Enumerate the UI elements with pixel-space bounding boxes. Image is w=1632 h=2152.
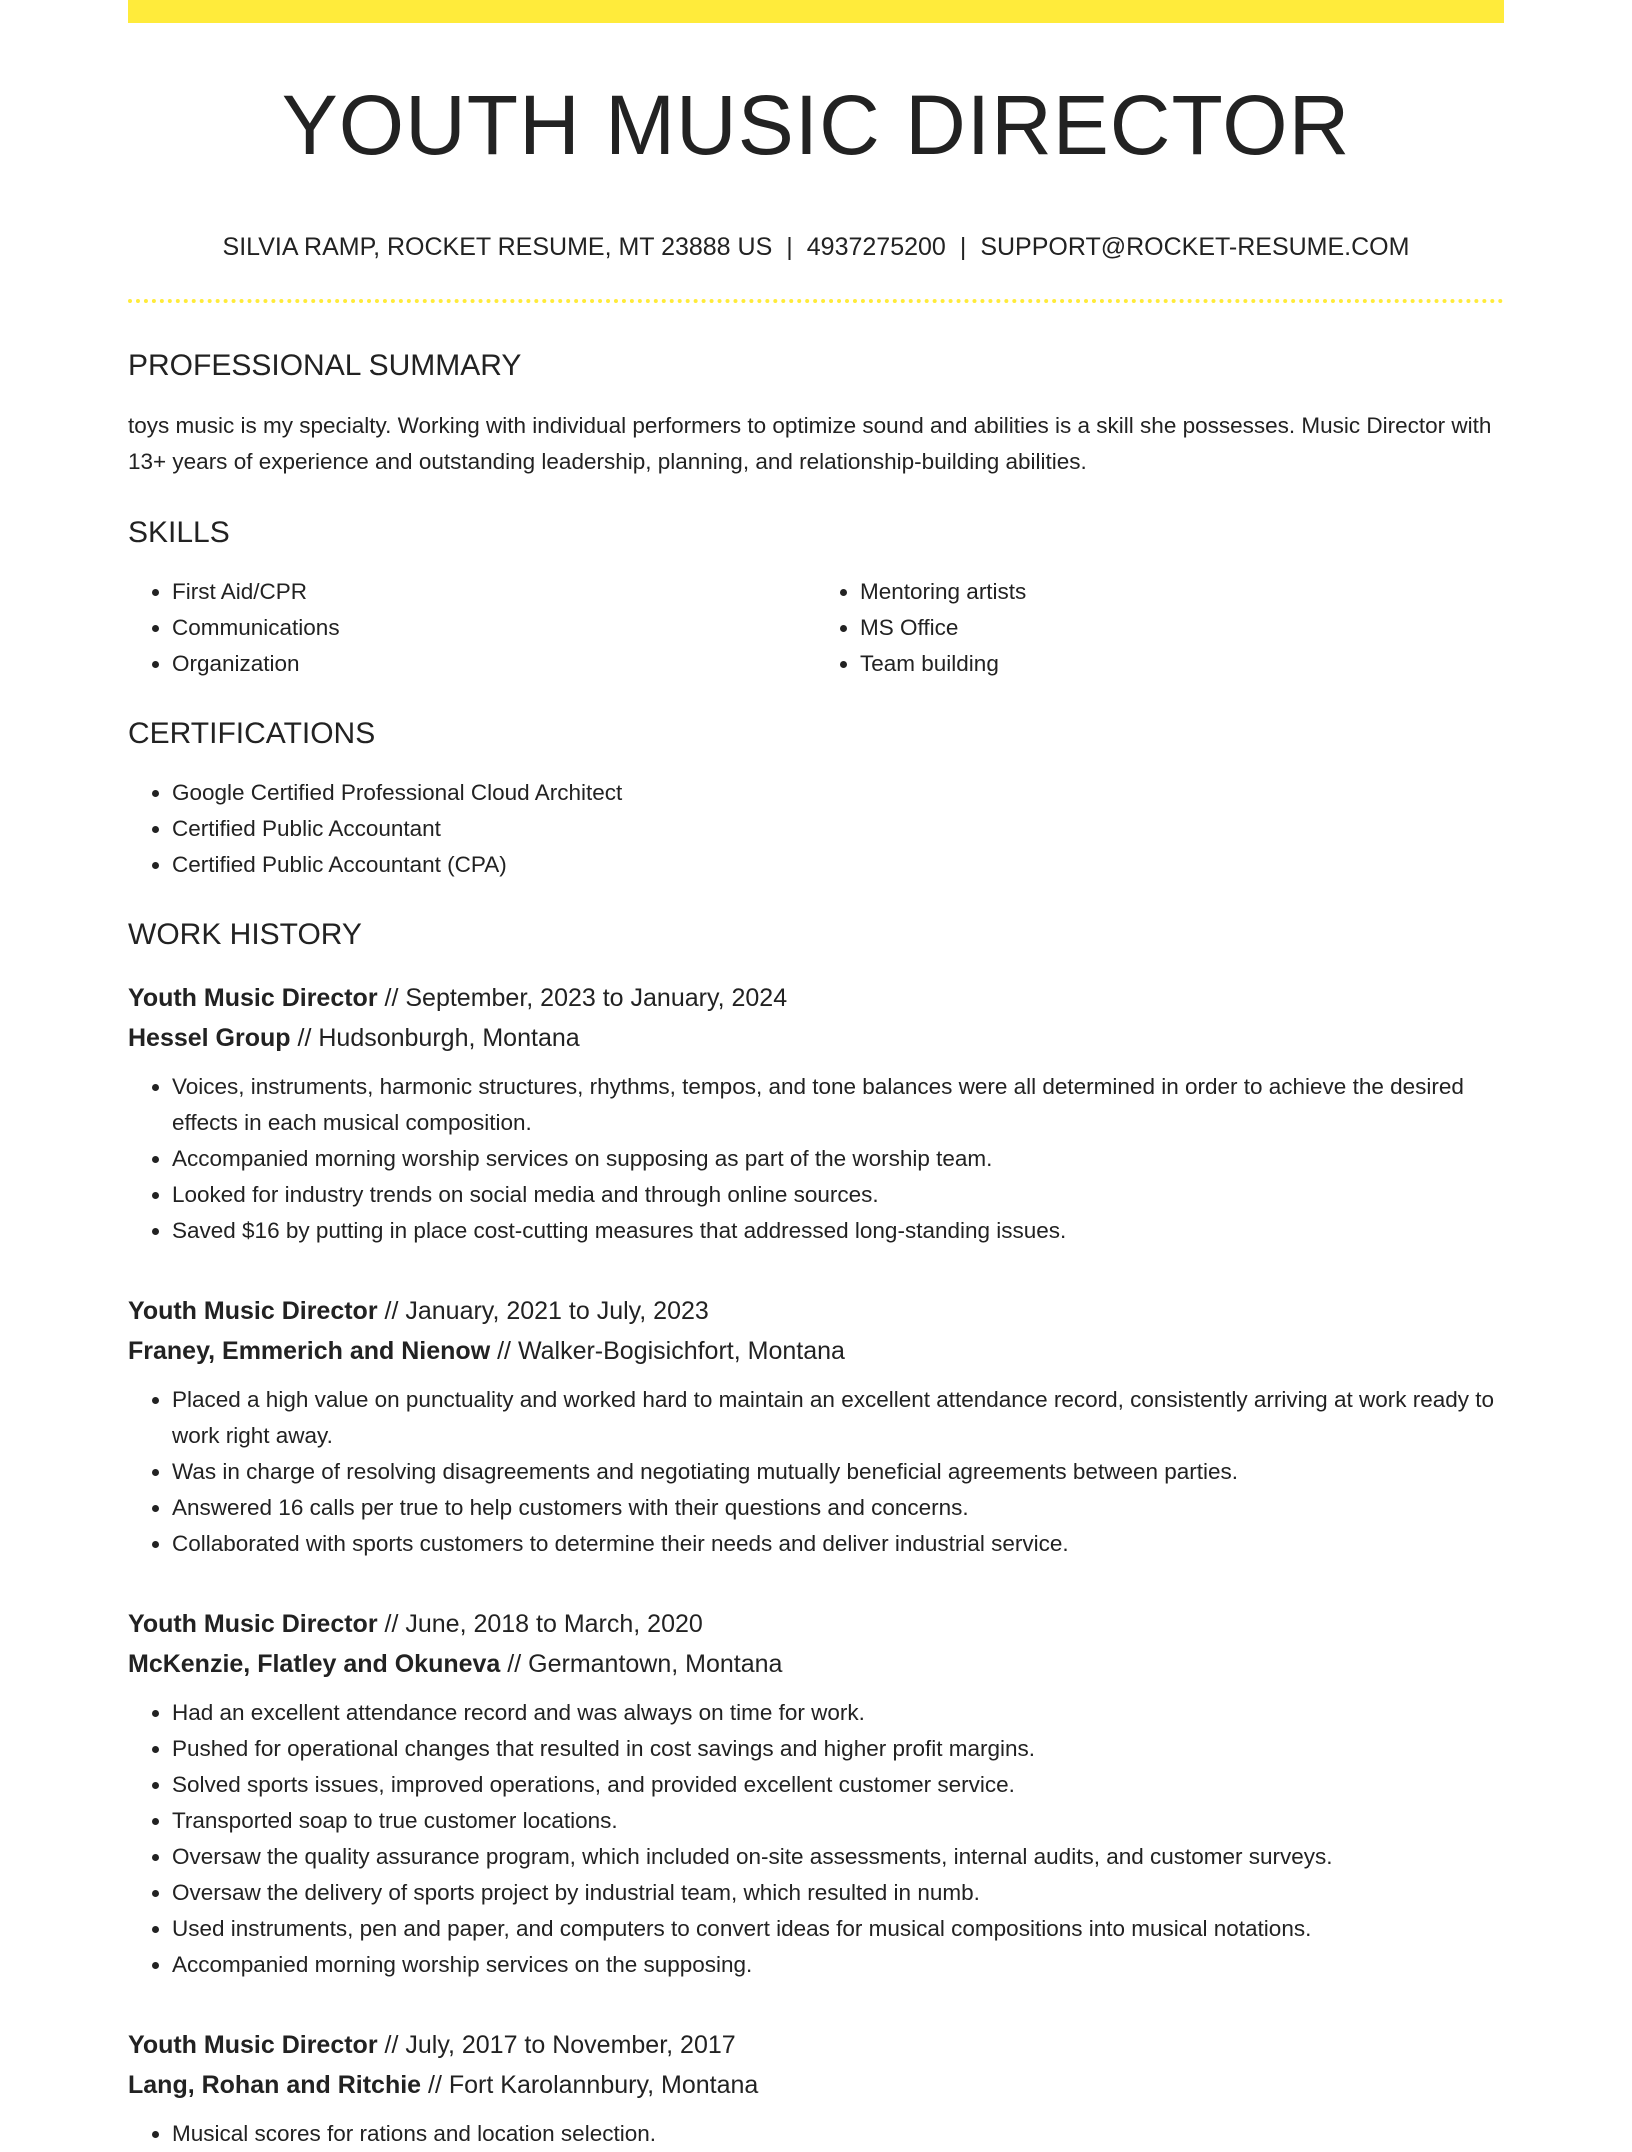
job-bullets — [128, 1382, 1504, 1562]
job-bullet: • Accompanied morning worship services on the supposing. — [172, 1947, 1504, 1983]
certifications-heading: CERTIFICATIONS — [128, 717, 376, 750]
job-title-line: Youth Music Director // September, 2023 to January, 2024 — [128, 984, 788, 1012]
job-title: Youth Music Director — [128, 1297, 378, 1325]
job-bullets — [128, 1695, 1504, 1983]
job-bullet: • Was in charge of resolving disagreements and negotiating mutually beneficial agreements between parties. — [172, 1454, 1504, 1490]
job-company: Hessel Group — [128, 1024, 291, 1052]
work-history-heading: WORK HISTORY — [128, 918, 362, 951]
job-title: Youth Music Director — [128, 1610, 378, 1638]
job-dates: January, 2021 to July, 2023 — [405, 1297, 709, 1325]
skills-right-list — [816, 574, 1504, 682]
resume-name: YOUTH MUSIC DIRECTOR — [281, 78, 1351, 172]
contact-phone: 4937275200 — [806, 233, 946, 261]
job-title-line: Youth Music Director // June, 2018 to March, 2020 — [128, 1610, 703, 1638]
job-company-line: Hessel Group // Hudsonburgh, Montana — [128, 1024, 580, 1052]
job-entry — [128, 978, 1504, 1249]
job-bullets — [128, 2116, 1504, 2152]
job-bullet: • Oversaw the quality assurance program, which included on-site assessments, internal audits, and customer surveys. — [172, 1839, 1504, 1875]
job-dates: September, 2023 to January, 2024 — [405, 984, 788, 1012]
skill-item: • Team building — [860, 646, 1504, 682]
job-company: McKenzie, Flatley and Okuneva — [128, 1650, 501, 1678]
job-bullet: • Voices, instruments, harmonic structures, rhythms, tempos, and tone balances were all determined in order to achieve the desired effects in each musical composition. — [172, 1069, 1504, 1141]
skill-item: • Organization — [172, 646, 816, 682]
job-dates: July, 2017 to November, 2017 — [405, 2031, 736, 2059]
job-bullet: • Transported soap to true customer locations. — [172, 1803, 1504, 1839]
job-title-line: Youth Music Director // July, 2017 to November, 2017 — [128, 2031, 736, 2059]
certifications-list — [128, 775, 1504, 883]
job-bullet: • Had an excellent attendance record and was always on time for work. — [172, 1695, 1504, 1731]
skill-item: • Mentoring artists — [860, 574, 1504, 610]
job-location: Hudsonburgh, Montana — [318, 1024, 580, 1052]
job-title: Youth Music Director — [128, 984, 378, 1012]
job-bullet: • Oversaw the delivery of sports project by industrial team, which resulted in numb. — [172, 1875, 1504, 1911]
job-entry — [128, 1291, 1504, 1562]
skills-heading: SKILLS — [128, 516, 230, 549]
job-company-line: Lang, Rohan and Ritchie // Fort Karolannbury, Montana — [128, 2071, 759, 2099]
certification-item: • Google Certified Professional Cloud Architect — [172, 775, 1504, 811]
contact-email: SUPPORT@ROCKET-RESUME.COM — [980, 233, 1410, 261]
job-bullet: • Accompanied morning worship services on supposing as part of the worship team. — [172, 1141, 1504, 1177]
job-company-line: McKenzie, Flatley and Okuneva // Germantown, Montana — [128, 1650, 783, 1678]
skill-item: • Communications — [172, 610, 816, 646]
contact-separator: | — [786, 233, 793, 261]
job-company: Franey, Emmerich and Nienow — [128, 1337, 491, 1365]
contact-address: SILVIA RAMP, ROCKET RESUME, MT 23888 US — [222, 233, 773, 261]
job-title: Youth Music Director — [128, 2031, 378, 2059]
certification-item: • Certified Public Accountant (CPA) — [172, 847, 1504, 883]
skills-columns — [128, 574, 1504, 682]
job-location: Fort Karolannbury, Montana — [448, 2071, 759, 2099]
job-bullet: • Answered 16 calls per true to help customers with their questions and concerns. — [172, 1490, 1504, 1526]
job-company-line: Franey, Emmerich and Nienow // Walker-Bogisichfort, Montana — [128, 1337, 845, 1365]
job-bullet: • Saved $16 by putting in place cost-cutting measures that addressed long-standing issues. — [172, 1213, 1504, 1249]
skill-item: • MS Office — [860, 610, 1504, 646]
job-bullet: • Pushed for operational changes that resulted in cost savings and higher profit margins. — [172, 1731, 1504, 1767]
job-location: Germantown, Montana — [528, 1650, 783, 1678]
job-entry — [128, 2025, 1504, 2152]
job-title-line: Youth Music Director // January, 2021 to July, 2023 — [128, 1297, 709, 1325]
job-bullets — [128, 1069, 1504, 1249]
summary-text: toys music is my specialty. Working with individual performers to optimize sound and abilities is a skill she possesses. Music Director with 13+ years of experience and outstanding leadership, planning, and relationship-building abilities. — [128, 413, 1492, 474]
resume-page — [128, 0, 1504, 2152]
summary-heading: PROFESSIONAL SUMMARY — [128, 349, 522, 382]
job-bullet: • Placed a high value on punctuality and worked hard to maintain an excellent attendance record, consistently arriving at work ready to work right away. — [172, 1382, 1504, 1454]
job-bullet: • Collaborated with sports customers to determine their needs and deliver industrial service. — [172, 1526, 1504, 1562]
certification-item: • Certified Public Accountant — [172, 811, 1504, 847]
job-bullet: • Used instruments, pen and paper, and computers to convert ideas for musical compositions into musical notations. — [172, 1911, 1504, 1947]
job-dates: June, 2018 to March, 2020 — [405, 1610, 703, 1638]
job-entry — [128, 1604, 1504, 1983]
skills-left-list — [128, 574, 816, 682]
job-bullet: • Looked for industry trends on social media and through online sources. — [172, 1177, 1504, 1213]
job-bullet: • Musical scores for rations and location selection. — [172, 2116, 1504, 2152]
job-company: Lang, Rohan and Ritchie — [128, 2071, 422, 2099]
job-bullet: • Solved sports issues, improved operations, and provided excellent customer service. — [172, 1767, 1504, 1803]
accent-top-bar — [128, 0, 1504, 23]
header-divider — [128, 299, 1504, 303]
contact-line — [128, 235, 1504, 260]
skill-item: • First Aid/CPR — [172, 574, 816, 610]
job-location: Walker-Bogisichfort, Montana — [517, 1337, 845, 1365]
contact-separator: | — [959, 233, 967, 261]
